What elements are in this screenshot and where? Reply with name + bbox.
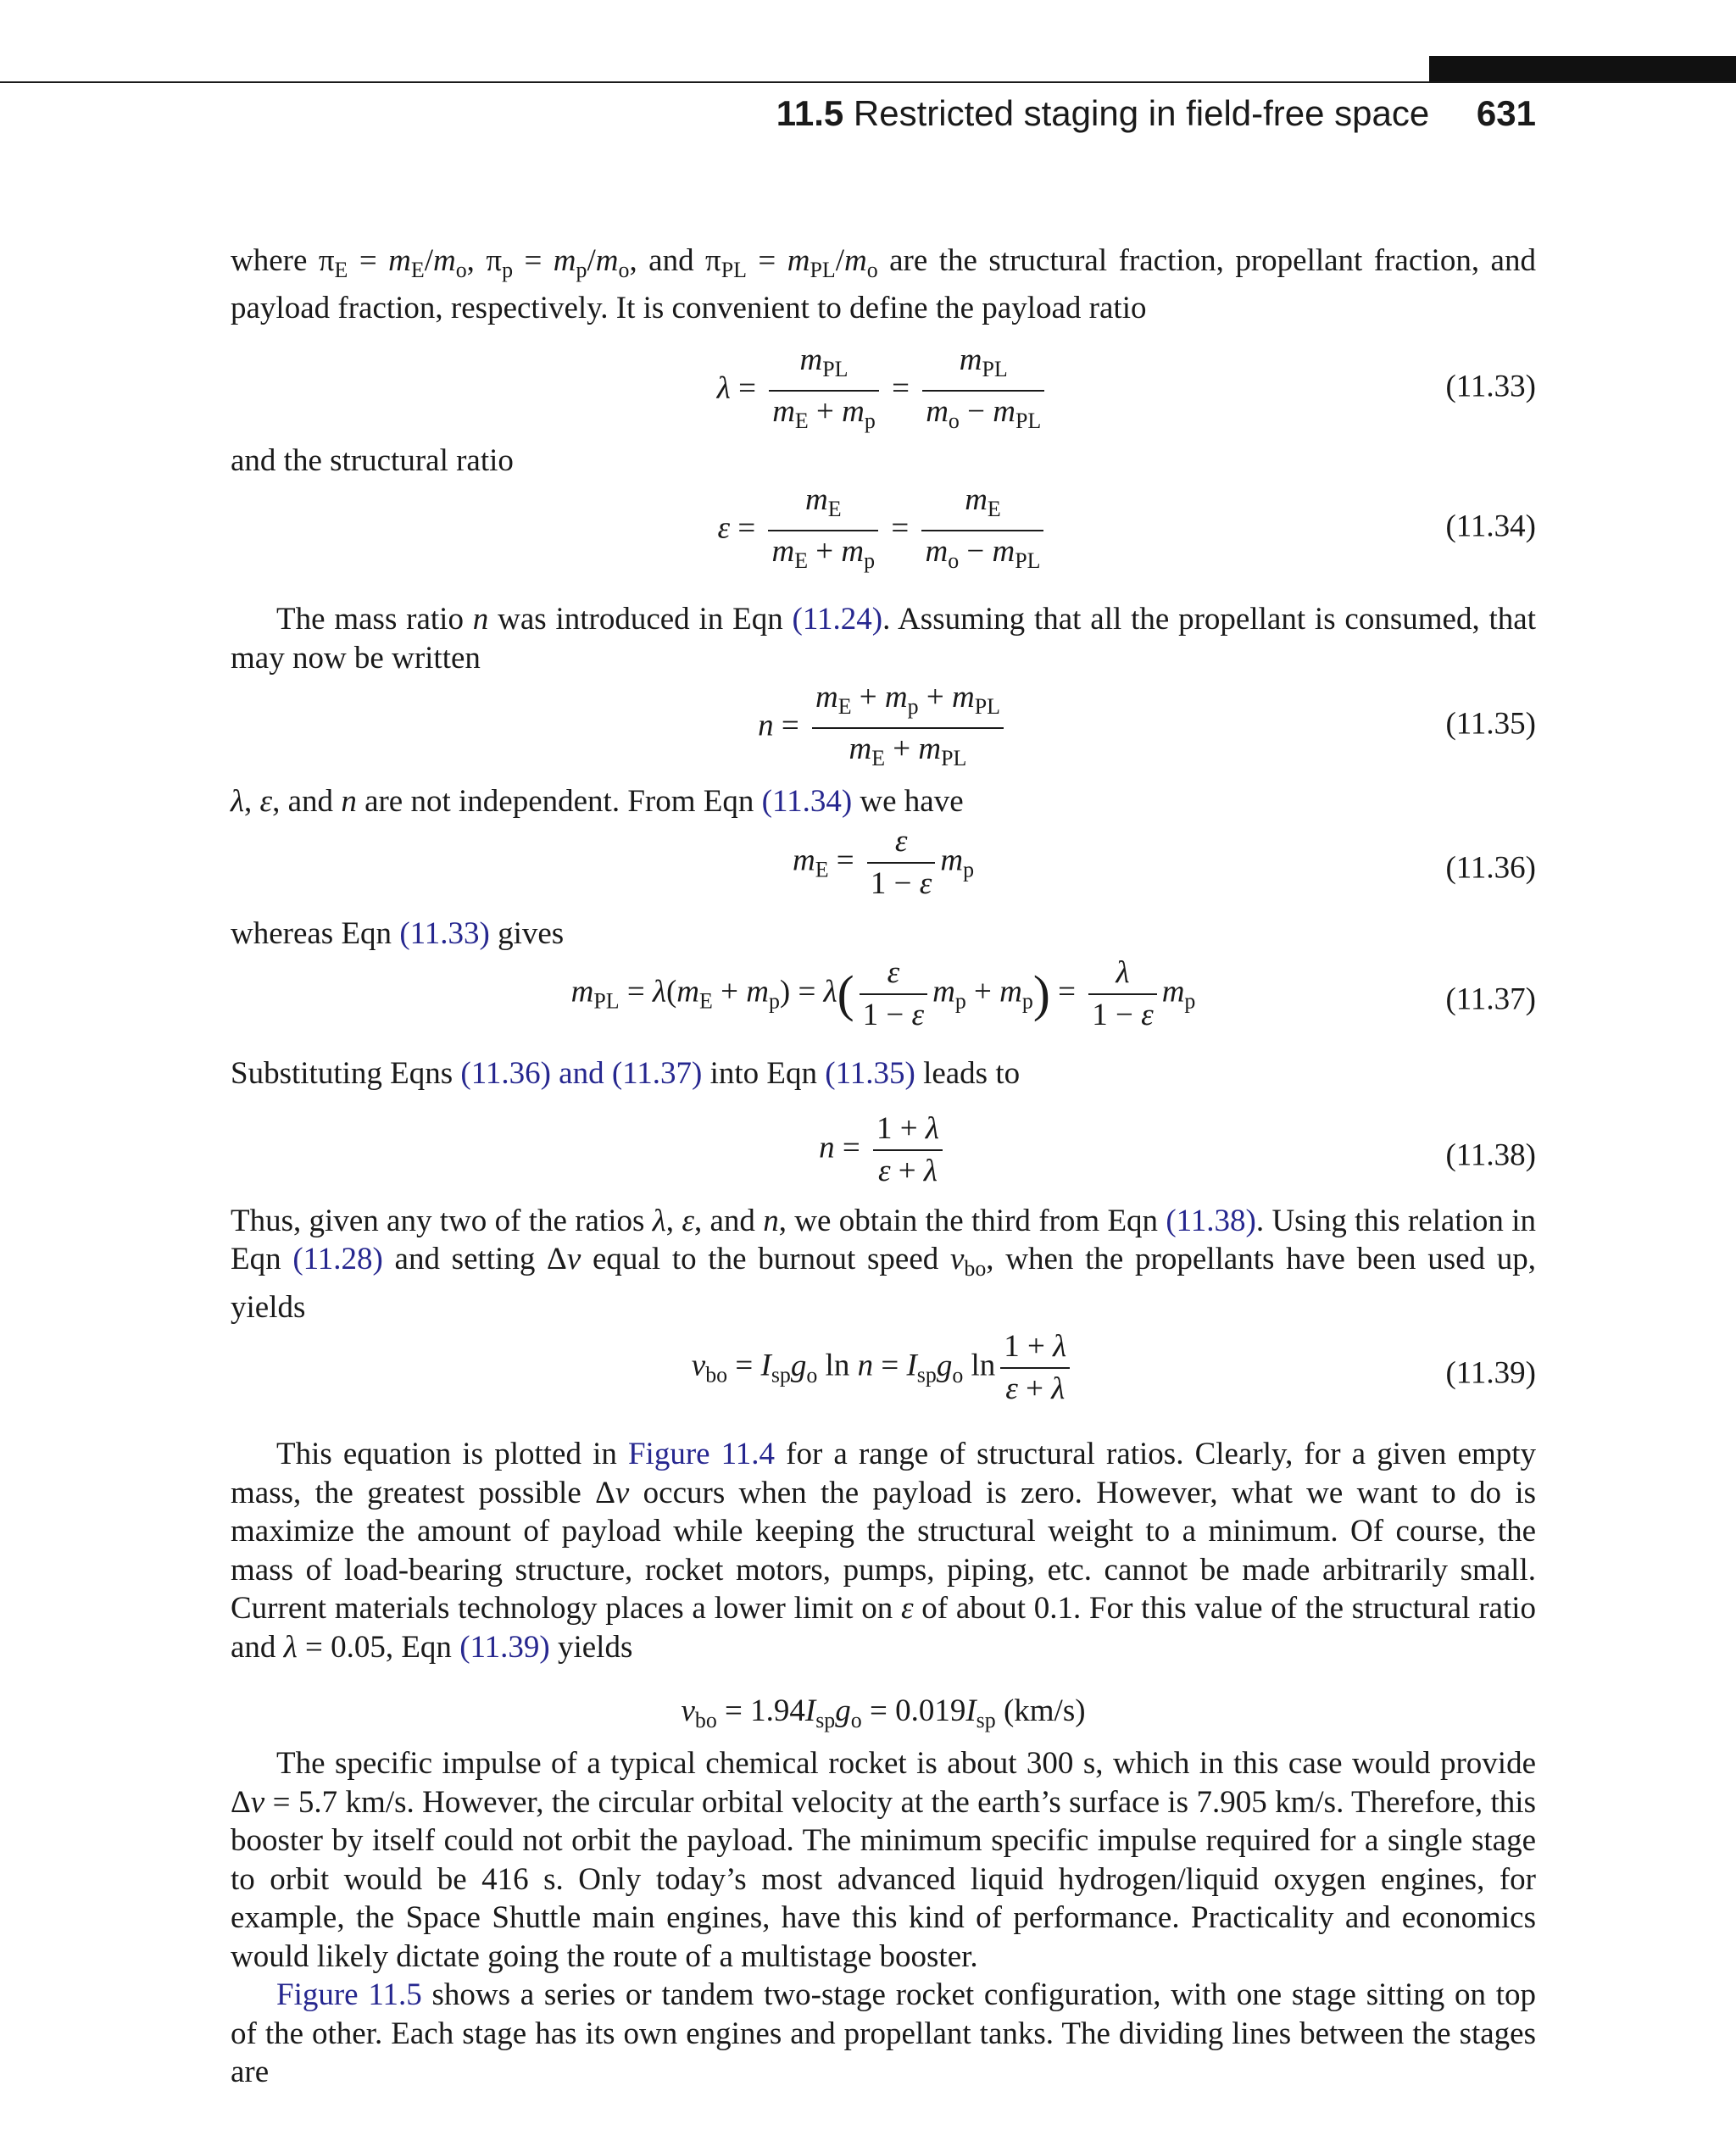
paragraph-plot: This equation is plotted in Figure 11.4 for a range of structural ratios. Clearly, for a given empty mass, the greatest possible Δv occurs when the payload is zero. However, what we want to do is maximize the amount of payload while keeping the structural weight to a minimum. Of course, the mass of load-bearing structure, rocket motors, pumps, piping, etc. cannot be made arbitrarily small. Current materials technology places a lower limit on ε of about 0.1. For this value of the structural ratio and λ = 0.05, Eqn (11.39) yields — [231, 1437, 1537, 1665]
equation-11-35: n = $\frac{m_E + m_p + m_{PL}}{m_E + m_{PL}}$ (11.35) — [231, 677, 1536, 770]
equation-burnout-result: $v_{bo} = 1.94I_{sp}g_o = 0.019I_{sp}$ (km/s) — [681, 1693, 1086, 1732]
header-rule — [0, 81, 1736, 83]
equation-11-33: λ = $\frac{m_{PL}}{m_E + m_p}$ = $\frac{m_{PL}}{m_o - m_{PL}}$ (11.33) — [231, 340, 1536, 433]
paragraph-thus: Thus, given any two of the ratios λ, ε, and n, we obtain the third from Eqn (11.38). Using this relation in Eqn (11.28) and setting Δv equal to the burnout speed $v_{bo}$, when the propellants have been used up, yields — [231, 1203, 1537, 1325]
paragraph-mass-ratio: The mass ratio n was introduced in Eqn (11.24). Assuming that all the propellant is consumed, that may now be written — [231, 602, 1536, 676]
equation-number: (11.37) — [1445, 982, 1536, 1017]
paragraph-independence: λ, ε, and n are not independent. From Eqn (11.34) we have — [231, 784, 964, 820]
running-header — [776, 93, 1536, 134]
page-number: 631 — [1476, 93, 1536, 133]
link-eqn-11-39[interactable]: (11.39) — [459, 1629, 550, 1665]
equation-11-38: n = $\frac{1 + \lambda}{\varepsilon + \lambda}$ (11.38) — [231, 1109, 1536, 1202]
paragraph-definitions: where $\pi_E = m_E/m_o$, $\pi_p = m_p/m_o$, and $\pi_{PL} = m_{PL}/m_o$ are the structural fraction, propellant fraction, and payload fraction, respectively. It is convenient to define the payload ratio — [231, 243, 1536, 326]
paragraph-substituting: Substituting Eqns (11.36) and (11.37) into Eqn (11.35) leads to — [231, 1056, 1021, 1092]
link-eqn-11-33[interactable]: (11.33) — [399, 915, 490, 951]
section-title: Restricted staging in field-free space — [853, 93, 1430, 133]
link-eqn-11-34[interactable]: (11.34) — [761, 784, 853, 820]
equation-number: (11.39) — [1445, 1355, 1536, 1391]
link-figure-11-5[interactable]: Figure 11.5 — [276, 1977, 422, 2013]
equation-number: (11.33) — [1445, 369, 1536, 404]
link-eqns-11-36-37[interactable]: (11.36) and (11.37) — [460, 1056, 703, 1092]
link-eqn-11-35[interactable]: (11.35) — [825, 1056, 915, 1092]
paragraph-whereas: whereas Eqn (11.33) gives — [231, 915, 565, 951]
equation-number: (11.38) — [1445, 1137, 1536, 1173]
equation-number: (11.34) — [1445, 509, 1536, 544]
link-figure-11-4[interactable]: Figure 11.4 — [627, 1437, 776, 1472]
header-bar — [1429, 56, 1736, 83]
equation-number: (11.35) — [1445, 706, 1536, 742]
link-eqn-11-38[interactable]: (11.38) — [1166, 1203, 1256, 1238]
paragraph-structural-ratio: and the structural ratio — [231, 442, 514, 478]
equation-11-37: $m_{PL} = \lambda(m_E + m_p) = \lambda$( $\frac{\varepsilon}{1 - \varepsilon}$ $m_p + m_p$) = $\frac{\lambda}{1 - \varepsilon}$ $m_p$ (11.37) — [231, 953, 1536, 1046]
link-eqn-11-24[interactable]: (11.24) — [792, 602, 883, 637]
equation-number: (11.36) — [1445, 850, 1536, 886]
equation-11-39: $v_{bo} = I_{sp}g_o$ $\ln n = I_{sp}g_o$ ln $\frac{1 + \lambda}{\varepsilon + \lambda}$ (11.39) — [231, 1326, 1536, 1420]
link-eqn-11-28[interactable]: (11.28) — [292, 1242, 383, 1277]
page-body — [231, 242, 1536, 2092]
paragraph-figure-11-5: Figure 11.5 shows a series or tandem two-stage rocket configuration, with one stage sitting on top of the other. Each stage has its own engines and propellant tanks. The dividing lines between the stages are — [231, 1977, 1536, 2090]
equation-11-36: $m_E$ = $\frac{\varepsilon}{1 - \varepsilon}$ $m_p$ (11.36) — [231, 821, 1536, 915]
paragraph-specific-impulse: The specific impulse of a typical chemical rocket is about 300 s, which in this case would provide Δv = 5.7 km/s. However, the circular orbital velocity at the earth’s surface is 7.905 km/s. Therefore, this booster by itself could not orbit the payload. The minimum specific impulse required for a single stage to orbit would be 416 s. Only today’s most advanced liquid hydrogen/liquid oxygen engines, for example, the Space Shuttle main engines, have this kind of performance. Practicality and economics would likely dictate going the route of a multistage booster. — [231, 1746, 1536, 1974]
equation-11-34: ε = $\frac{m_E}{m_E + m_p}$ = $\frac{m_E}{m_o - m_{PL}}$ (11.34) — [231, 480, 1536, 573]
section-number: 11.5 — [776, 93, 844, 133]
